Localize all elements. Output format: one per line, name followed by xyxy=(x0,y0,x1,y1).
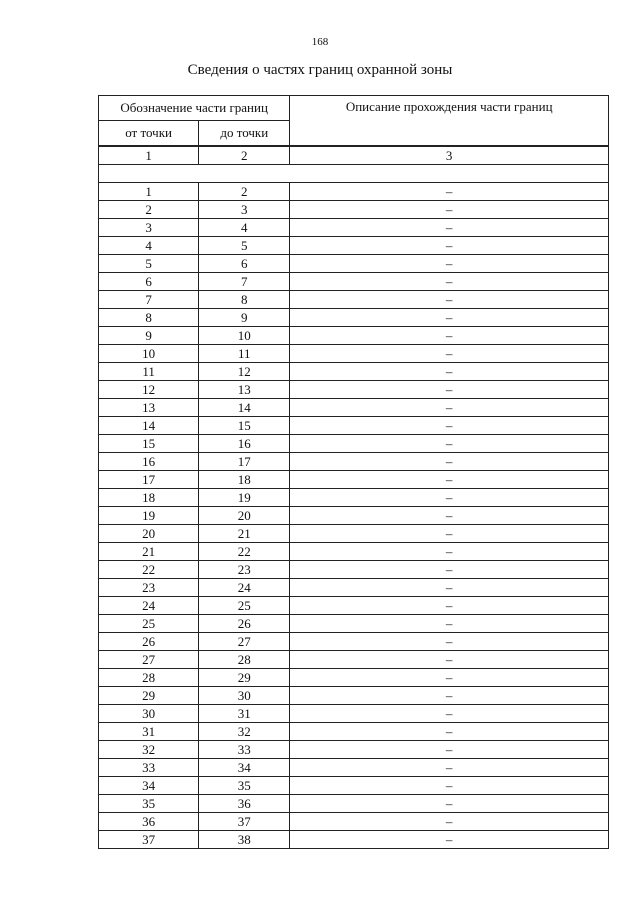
table-row xyxy=(99,381,609,399)
to-point-cell: 3 xyxy=(199,201,290,219)
to-point-cell: 31 xyxy=(199,705,290,723)
to-point-header: до точки xyxy=(199,121,290,146)
to-point-cell: 8 xyxy=(199,291,290,309)
table-row xyxy=(99,471,609,489)
from-point-cell: 13 xyxy=(99,399,199,417)
description-cell: – xyxy=(290,705,609,723)
table-row xyxy=(99,435,609,453)
to-point-cell: 10 xyxy=(199,327,290,345)
table-row xyxy=(99,723,609,741)
table-row xyxy=(99,543,609,561)
to-point-cell: 5 xyxy=(199,237,290,255)
from-point-cell: 20 xyxy=(99,525,199,543)
description-cell: – xyxy=(290,777,609,795)
description-cell: – xyxy=(290,219,609,237)
table-row xyxy=(99,705,609,723)
from-point-cell: 1 xyxy=(99,183,199,201)
description-cell: – xyxy=(290,399,609,417)
table-row xyxy=(99,525,609,543)
from-point-cell: 33 xyxy=(99,759,199,777)
from-point-cell: 25 xyxy=(99,615,199,633)
to-point-cell: 22 xyxy=(199,543,290,561)
from-point-cell: 18 xyxy=(99,489,199,507)
description-cell: – xyxy=(290,741,609,759)
to-point-cell: 36 xyxy=(199,795,290,813)
section-cell xyxy=(99,165,609,183)
to-point-cell: 2 xyxy=(199,183,290,201)
to-point-cell: 19 xyxy=(199,489,290,507)
table-row xyxy=(99,507,609,525)
description-cell: – xyxy=(290,453,609,471)
from-point-header: от точки xyxy=(99,121,199,146)
page-number: 168 xyxy=(311,36,329,48)
description-cell: – xyxy=(290,723,609,741)
to-point-cell: 16 xyxy=(199,435,290,453)
from-point-cell: 22 xyxy=(99,561,199,579)
from-point-cell: 17 xyxy=(99,471,199,489)
table-row xyxy=(99,255,609,273)
from-point-cell: 31 xyxy=(99,723,199,741)
to-point-cell: 32 xyxy=(199,723,290,741)
description-cell: – xyxy=(290,417,609,435)
from-point-cell: 19 xyxy=(99,507,199,525)
description-cell: – xyxy=(290,633,609,651)
table-row xyxy=(99,669,609,687)
description-cell: – xyxy=(290,201,609,219)
to-point-cell: 6 xyxy=(199,255,290,273)
table-row xyxy=(99,561,609,579)
from-point-cell: 34 xyxy=(99,777,199,795)
from-point-cell: 29 xyxy=(99,687,199,705)
from-point-cell: 15 xyxy=(99,435,199,453)
description-cell: – xyxy=(290,237,609,255)
from-point-cell: 8 xyxy=(99,309,199,327)
description-cell: – xyxy=(290,615,609,633)
column-number: 1 xyxy=(99,147,199,165)
from-point-cell: 14 xyxy=(99,417,199,435)
description-cell: – xyxy=(290,687,609,705)
description-cell: – xyxy=(290,291,609,309)
to-point-cell: 33 xyxy=(199,741,290,759)
to-point-cell: 29 xyxy=(199,669,290,687)
from-point-cell: 10 xyxy=(99,345,199,363)
description-cell: – xyxy=(290,669,609,687)
description-cell: – xyxy=(290,579,609,597)
table-row xyxy=(99,219,609,237)
from-point-cell: 32 xyxy=(99,741,199,759)
description-cell: – xyxy=(290,651,609,669)
column-number-row xyxy=(99,147,609,165)
designation-header: Обозначение части границ xyxy=(99,96,290,121)
to-point-cell: 7 xyxy=(199,273,290,291)
from-point-cell: 28 xyxy=(99,669,199,687)
boundary-table xyxy=(98,146,609,849)
table-row xyxy=(99,417,609,435)
description-cell: – xyxy=(290,489,609,507)
from-point-cell: 5 xyxy=(99,255,199,273)
table-row xyxy=(99,399,609,417)
to-point-cell: 11 xyxy=(199,345,290,363)
description-cell: – xyxy=(290,813,609,831)
from-point-cell: 36 xyxy=(99,813,199,831)
from-point-cell: 27 xyxy=(99,651,199,669)
from-point-cell: 21 xyxy=(99,543,199,561)
from-point-cell: 9 xyxy=(99,327,199,345)
to-point-cell: 18 xyxy=(199,471,290,489)
description-cell: – xyxy=(290,561,609,579)
table-row xyxy=(99,273,609,291)
description-cell: – xyxy=(290,831,609,849)
from-point-cell: 3 xyxy=(99,219,199,237)
table-row xyxy=(99,579,609,597)
from-point-cell: 30 xyxy=(99,705,199,723)
description-cell: – xyxy=(290,507,609,525)
table-row xyxy=(99,795,609,813)
table-row xyxy=(99,741,609,759)
to-point-cell: 34 xyxy=(199,759,290,777)
description-cell: – xyxy=(290,345,609,363)
from-point-cell: 4 xyxy=(99,237,199,255)
description-header: Описание прохождения части границ xyxy=(290,96,609,146)
section-row xyxy=(99,165,609,183)
from-point-cell: 11 xyxy=(99,363,199,381)
to-point-cell: 35 xyxy=(199,777,290,795)
to-point-cell: 12 xyxy=(199,363,290,381)
to-point-cell: 14 xyxy=(199,399,290,417)
from-point-cell: 2 xyxy=(99,201,199,219)
description-cell: – xyxy=(290,363,609,381)
from-point-cell: 6 xyxy=(99,273,199,291)
to-point-cell: 37 xyxy=(199,813,290,831)
to-point-cell: 25 xyxy=(199,597,290,615)
to-point-cell: 20 xyxy=(199,507,290,525)
table-row xyxy=(99,237,609,255)
description-cell: – xyxy=(290,183,609,201)
from-point-cell: 23 xyxy=(99,579,199,597)
to-point-cell: 13 xyxy=(199,381,290,399)
table-row xyxy=(99,363,609,381)
from-point-cell: 12 xyxy=(99,381,199,399)
to-point-cell: 9 xyxy=(199,309,290,327)
from-point-cell: 35 xyxy=(99,795,199,813)
table-row xyxy=(99,183,609,201)
table-row xyxy=(99,813,609,831)
to-point-cell: 4 xyxy=(199,219,290,237)
table-row xyxy=(99,687,609,705)
page-title: Сведения о частях границ охранной зоны xyxy=(187,62,453,78)
table-row xyxy=(99,615,609,633)
to-point-cell: 30 xyxy=(199,687,290,705)
to-point-cell: 17 xyxy=(199,453,290,471)
description-cell: – xyxy=(290,273,609,291)
description-cell: – xyxy=(290,255,609,273)
table-row xyxy=(99,651,609,669)
description-cell: – xyxy=(290,543,609,561)
description-cell: – xyxy=(290,309,609,327)
to-point-cell: 26 xyxy=(199,615,290,633)
from-point-cell: 24 xyxy=(99,597,199,615)
from-point-cell: 16 xyxy=(99,453,199,471)
table-row xyxy=(99,453,609,471)
description-cell: – xyxy=(290,381,609,399)
to-point-cell: 28 xyxy=(199,651,290,669)
table-row xyxy=(99,597,609,615)
description-cell: – xyxy=(290,435,609,453)
table-row xyxy=(99,489,609,507)
column-number: 3 xyxy=(290,147,609,165)
table-row xyxy=(99,201,609,219)
table-row xyxy=(99,327,609,345)
table-row xyxy=(99,777,609,795)
table-row xyxy=(99,633,609,651)
table-header xyxy=(98,95,609,146)
table-row xyxy=(99,309,609,327)
to-point-cell: 21 xyxy=(199,525,290,543)
table-row xyxy=(99,345,609,363)
description-cell: – xyxy=(290,525,609,543)
description-cell: – xyxy=(290,597,609,615)
table-row xyxy=(99,831,609,849)
column-number: 2 xyxy=(199,147,290,165)
to-point-cell: 27 xyxy=(199,633,290,651)
to-point-cell: 38 xyxy=(199,831,290,849)
to-point-cell: 24 xyxy=(199,579,290,597)
table-row xyxy=(99,759,609,777)
from-point-cell: 7 xyxy=(99,291,199,309)
from-point-cell: 26 xyxy=(99,633,199,651)
from-point-cell: 37 xyxy=(99,831,199,849)
to-point-cell: 23 xyxy=(199,561,290,579)
description-cell: – xyxy=(290,759,609,777)
to-point-cell: 15 xyxy=(199,417,290,435)
description-cell: – xyxy=(290,471,609,489)
table-row xyxy=(99,291,609,309)
description-cell: – xyxy=(290,795,609,813)
description-cell: – xyxy=(290,327,609,345)
